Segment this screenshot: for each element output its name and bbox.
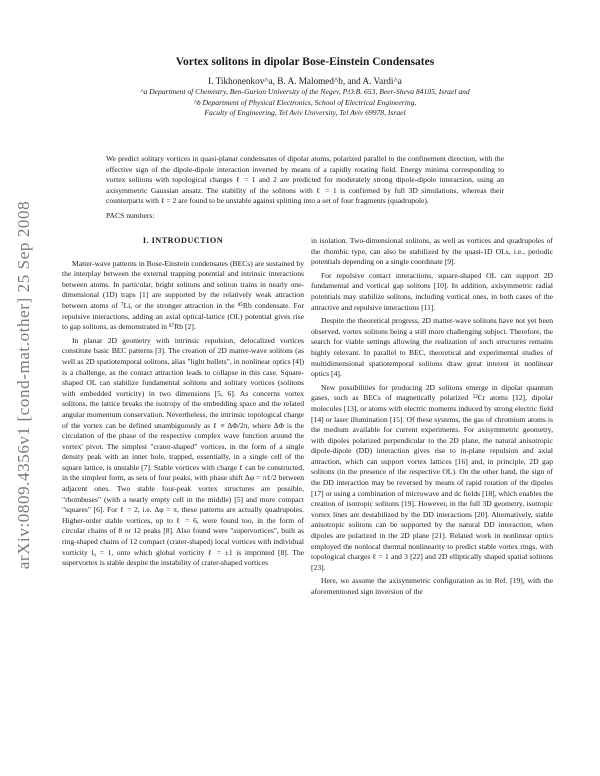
body-paragraph: For repulsive contact interactions, square-shaped OL can support 2D fundamental and vortical gap solitons [10]. In addition, axisymmetric radial potentials may stabilize solitons, including vortical ones, in both cases of the attractive and repulsive interactions [11]. <box>311 270 553 312</box>
body-paragraph: In planar 2D geometry with intrinsic repulsion, delocalized vortices constitute basic BEC patterns [3]. The creation of 2D matter-wave solitons (as well as 2D spatiotemporal solitons, alias "light bullets", in nonlinear optics [4]) is a challenge, as the contact attraction leads to collapse in this case. Square-shaped OL can stabilize fundamental solitons and solitary vortices (solitons with embedded vorticity) in two dimensions [5, 6]. As concerns vortex solitons, the lattice breaks the isotropy of the embedding space and the related angular momentum conservation. Nevertheless, the intrinsic topological charge of the vortex can be defined unambiguously as ℓ ≡ ΔΦ/2π, where ΔΦ is the circulation of the phase of the respective complex wave function around the vortex' pivot. The simplest "crater-shaped" vortices, in the form of a single density peak with an inner hole, trapped, essentially, in a single cell of the square lattice, is unstable [7]. Stable vortices with charge ℓ can be constructed, in the simplest form, as sets of four peaks, with phase shift Δφ = πℓ/2 between adjacent ones. Two stable four-peak vortex structures are possible, "rhombuses" (with a nearly empty cell in the middle) [5] and more compact "squares" [6]. For ℓ = 2, i.e. Δφ = π, these patterns are actually quadrupoles. Higher-order stable vortices, up to ℓ = 6, were found too, in the form of circular chains of 8 or 12 peaks [8]. Also found were "supervortices", built as ring-shaped chains of 12 compact (crater-shaped) local vortices with individual vorticity l₀ = 1, onto which global vorticity ℓ = ±1 is imprinted [8]. The supervortex is stable despite the instability of crater-shaped vortices <box>62 335 304 568</box>
section-heading: I. INTRODUCTION <box>142 236 224 245</box>
right-column <box>311 236 553 601</box>
body-paragraph: in isolation. Two-dimensional solitons, as well as vortices and quadrupoles of the rhombic type, can also be stabilized by the quasi-1D OLs, i.e., periodic potentials depending on a single coordinate [9]. <box>311 236 553 267</box>
body-paragraph: New possibilities for producing 2D solitons emerge in dipolar quantum gases, such as BECs of magnetically polarized ⁵²Cr atoms [12], dipolar molecules [13], or atoms with electric moments induced by strong electric field [14] or laser illumination [15]. Of these systems, the gas of chromium atoms is the medium available for current experiments. For axisymmetric geometry, with dipoles polarized perpendicular to the 2D plane, the natural anisotropic dipole-dipole (DD) interaction gives rise to in-plane repulsion and axial attraction, which can support vortex lattices [16] and, in principle, 2D gap solitons (in the presence of the respective OL). On the other hand, the sign of the DD interaction may be reversed by means of rapid rotation of the dipoles [17] or using a combination of microwave and dc fields [18], which enables the creation of isotropic solitons [19]. However, in the full 3D geometry, isotropic vortex lines are destabilized by the DD interactions [20]. Alternatively, stable anisotropic solitons can be supported by the natural DD interaction, when dipoles are polarized in the 2D plane [21]. Related work in nonlinear optics employed the nonlocal thermal nonlinearity to predict stable vortex rings, with topological charges ℓ = 1 and 3 [22] and 2D elliptically shaped spatial solitons [23]. <box>311 382 553 572</box>
paper-title: Vortex solitons in dipolar Bose-Einstein Condensates <box>175 56 435 68</box>
affiliation-line: ^b Department of Physical Electronics, School of Electrical Engineering, <box>193 97 417 107</box>
pacs-numbers: PACS numbers: <box>106 211 155 220</box>
left-column <box>62 236 304 572</box>
body-paragraph: Despite the theoretical progress, 2D matter-wave solitons have not yet been observed, vortex solitons being a still more challenging subject. Therefore, the search for viable settings allowing the realization of such structures remains highly relevant. In parallel to BEC, theoretical and experimental studies of multidimensional spatiotemporal solitons draw great interest in nonlinear optics [4]. <box>311 316 553 379</box>
arxiv-sidebar-stamp <box>8 150 40 620</box>
affiliation-line: Faculty of Engineering, Tel Aviv University, Tel Aviv 69978, Israel <box>204 108 406 118</box>
body-paragraph: Matter-wave patterns in Bose-Einstein condensates (BECs) are sustained by the interplay between the external trapping potential and intrinsic interactions between atoms. In particular, bright solitons and soliton trains in nearly one-dimensional (1D) traps [1] are supported by the relatively weak attraction between atoms of ⁷Li, or the stronger attraction in the ⁸⁵Rb condensate. For repulsive interactions, adding an axial optical-lattice (OL) potential gives rise to gap solitons, as demonstrated in ⁸⁷Rb [2]. <box>62 258 304 332</box>
body-paragraph: Here, we assume the axisymmetric configuration as in Ref. [19], with the aforementioned sign inversion of the <box>311 576 553 596</box>
author-list: I. Tikhonenkov^a, B. A. Malomed^b, and A. Vardi^a <box>208 76 402 86</box>
affiliations <box>60 87 550 119</box>
arxiv-id: arXiv:0809.4356v1 [cond-mat.other] 25 Sep 2008 <box>14 200 33 570</box>
affiliation-line: ^a Department of Chemistry, Ben-Gurion University of the Negev, P.O.B. 653, Beer-Sheva 84105, Israel and <box>140 87 470 96</box>
abstract: We predict solitary vortices in quasi-planar condensates of dipolar atoms, polarized parallel to the confinement direction, with the effective sign of the dipole-dipole interaction inverted by means of a rapidly rotating field. Energy minima corresponding to vortex solitons with topological charges ℓ = 1 and 2 are predicted for moderately strong dipole-dipole interaction, using an axisymmetric Gaussian ansatz. The stability of the solitons with ℓ = 1 is confirmed by full 3D simulations, whereas their counterparts with ℓ = 2 are found to be unstable against splitting into a set of four fragments (quadrupole). <box>106 154 504 206</box>
